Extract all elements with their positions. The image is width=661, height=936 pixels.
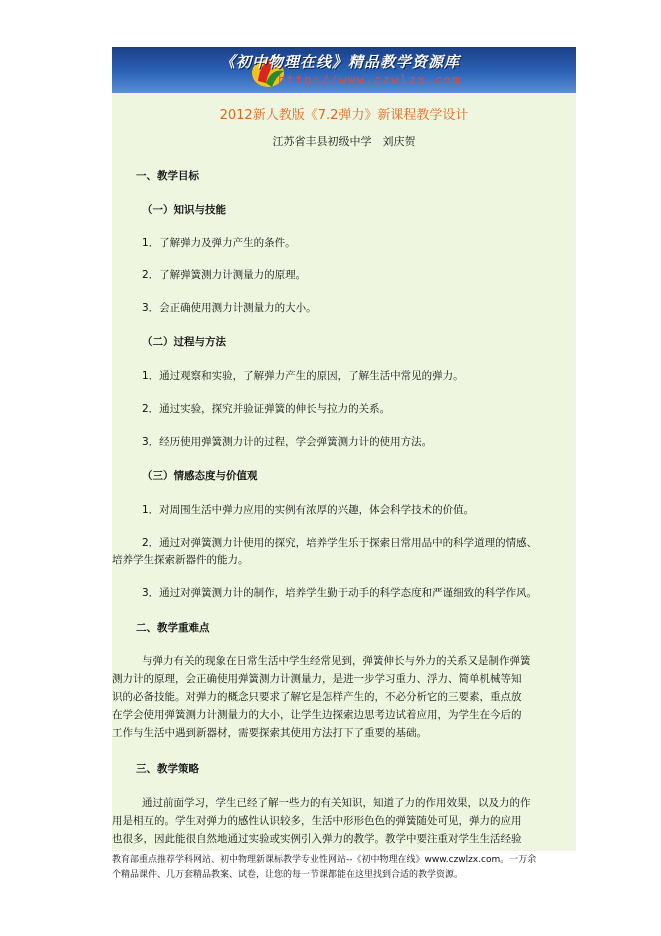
section-heading: 三、教学策略 <box>136 763 199 775</box>
text-line: 1．通过观察和实验，了解弹力产生的原因，了解生活中常见的弹力。 <box>142 370 464 382</box>
text-line: 测力计的原理，会正确使用弹簧测力计测量力，是进一步学习重力、浮力、简单机械等知 <box>112 673 522 685</box>
text-line: 在学会使用弹簧测力计测量力的大小，让学生边探索边思考边试着应用，为学生在今后的 <box>112 709 522 721</box>
text-line: 2．通过对弹簧测力计使用的探究，培养学生乐于探索日常用品中的科学道理的情感、 <box>142 537 538 549</box>
text-line: 3．通过对弹簧测力计的制作，培养学生勤于动手的科学态度和严谨细致的科学作风。 <box>142 587 538 599</box>
document-title: 2012新人教版《7.2弹力》新课程教学设计 <box>219 108 469 123</box>
footer-line: 教育部重点推荐学科网站、初中物理新课标教学专业性网站--《初中物理在线》www.czwlzx.com。一万余 <box>112 855 537 865</box>
text-line: 通过前面学习，学生已经了解一些力的有关知识，知道了力的作用效果，以及力的作 <box>142 797 531 809</box>
site-url[interactable]: http://www.czwlzx.com <box>278 73 462 87</box>
document-body <box>112 93 576 851</box>
site-title: 《初中物理在线》精品教学资源库 <box>220 53 461 71</box>
subsection-heading: （三）情感态度与价值观 <box>142 470 258 482</box>
text-line: 培养学生探索新器件的能力。 <box>112 554 249 566</box>
text-line: 工作与生活中遇到新器材，需要探索其使用方法打下了重要的基础。 <box>112 727 427 739</box>
section-heading: 二、教学重难点 <box>136 622 210 634</box>
text-line: 用是相互的。学生对弹力的感性认识较多，生活中形形色色的弹簧随处可见，弹力的应用 <box>112 815 522 827</box>
text-line: 2．通过实验，探究并验证弹簧的伸长与拉力的关系。 <box>142 403 391 415</box>
page-footer <box>112 853 582 883</box>
text-line: 1．了解弹力及弹力产生的条件。 <box>142 237 296 249</box>
text-line: 2．了解弹簧测力计测量力的原理。 <box>142 269 307 281</box>
text-line: 3．会正确使用测力计测量力的大小。 <box>142 302 317 314</box>
subsection-heading: （二）过程与方法 <box>142 336 226 348</box>
document-author: 江苏省丰县初级中学 刘庆贺 <box>272 135 416 148</box>
footer-line: 个精品课件、几万套精品教案、试卷，让您的每一节课都能在这里找到合适的教学资源。 <box>112 870 464 880</box>
subsection-heading: （一）知识与技能 <box>142 204 226 216</box>
section-heading: 一、教学目标 <box>136 170 199 182</box>
text-line: 1．对周围生活中弹力应用的实例有浓厚的兴趣，体会科学技术的价值。 <box>142 504 475 516</box>
text-line: 识的必备技能。对弹力的概念只要求了解它是怎样产生的，不必分析它的三要素，重点放 <box>112 691 522 703</box>
text-line: 也很多，因此能很自然地通过实验或实例引入弹力的教学。教学中要注重对学生生活经验 <box>112 833 522 845</box>
text-line: 与弹力有关的现象在日常生活中学生经常见到，弹簧伸长与外力的关系又是制作弹簧 <box>142 655 531 667</box>
site-banner <box>112 47 576 93</box>
text-line: 3．经历使用弹簧测力计的过程，学会弹簧测力计的使用方法。 <box>142 436 433 448</box>
